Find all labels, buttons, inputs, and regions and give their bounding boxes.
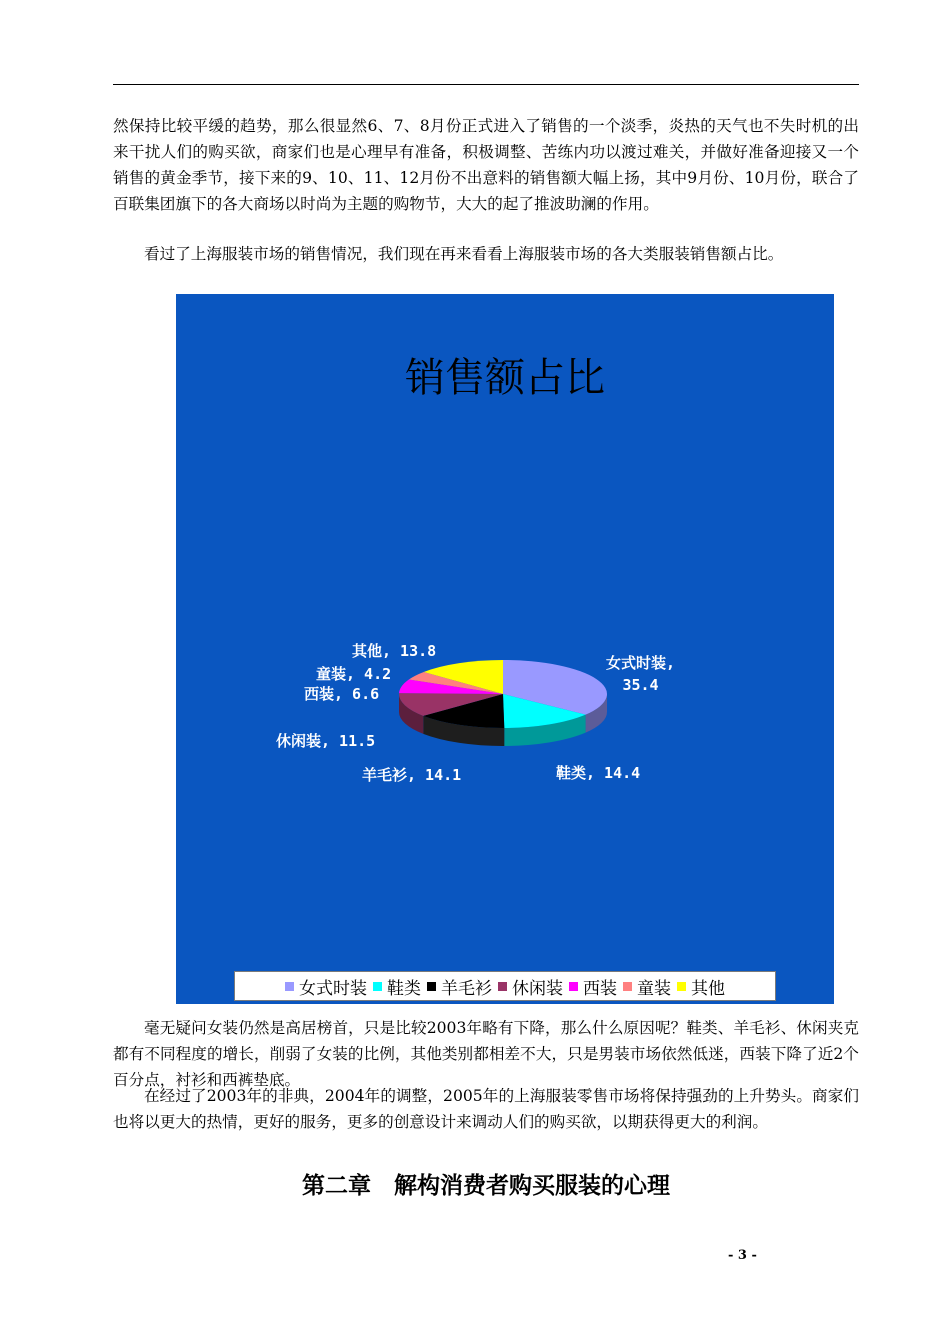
legend-swatch (285, 982, 294, 991)
legend-label: 其他 (691, 978, 725, 999)
legend-item-suits (569, 974, 617, 999)
pie-chart (176, 294, 834, 1004)
legend-swatch (498, 982, 507, 991)
paragraph-3: 毫无疑问女装仍然是高居榜首，只是比较2003年略有下降，那么什么原因呢？鞋类、羊毛衫、休闲夹克都有不同程度的增长，削弱了女装的比例，其他类别都相差不大，只是男装市场依然低迷，西装下降了近2个百分点，衬衫和西裤垫底。 (113, 1019, 859, 1089)
legend-label: 西装 (583, 978, 617, 999)
legend-label: 休闲装 (512, 978, 563, 999)
legend-item-kids (623, 974, 671, 999)
paragraph-4: 在经过了2003年的非典，2004年的调整，2005年的上海服装零售市场将保持强劲的上升势头。商家们也将以更大的热情，更好的服务，更多的创意设计来调动人们的购买欲，以期获得更大的利润。 (113, 1087, 859, 1131)
legend-item-sweaters (427, 974, 492, 999)
paragraph-2: 看过了上海服装市场的销售情况，我们现在再来看看上海服装市场的各大类服装销售额占比。 (144, 245, 784, 263)
data-label-womens-fashion-value: 35.4 (622, 676, 659, 694)
page-number: - 3 - (728, 1248, 757, 1263)
legend-swatch (373, 982, 382, 991)
legend-swatch (623, 982, 632, 991)
paragraph-1: 然保持比较平缓的趋势，那么很显然6、7、8月份正式进入了销售的一个淡季，炎热的天气也不失时机的出来干扰人们的购买欲，商家们也是心理早有准备，积极调整、苦练内功以渡过难关，并做好准备迎接又一个销售的黄金季节，接下来的9、10、11、12月份不出意料的销售额大幅上扬，其中9月份、10月份，联合了百联集团旗下的各大商场以时尚为主题的购物节，大大的起了推波助澜的作用。 (113, 117, 859, 213)
data-label-womens-fashion (606, 652, 675, 696)
legend-swatch (427, 982, 436, 991)
chart-legend (234, 971, 776, 1001)
legend-label: 女式时装 (299, 978, 367, 999)
chart-title: 销售额占比 (405, 355, 605, 401)
data-label-kids: 童装, 4.2 (316, 665, 392, 683)
data-label-sweaters: 羊毛衫, 14.1 (362, 766, 462, 784)
chapter-title: 第二章 解构消费者购买服装的心理 (302, 1173, 670, 1199)
data-label-other: 其他, 13.8 (352, 642, 437, 660)
header-rule (113, 84, 859, 85)
data-label-suits: 西装, 6.6 (304, 685, 380, 703)
data-label-casual: 休闲装, 11.5 (276, 732, 376, 750)
data-label-womens-fashion-name: 女式时装, (606, 654, 676, 672)
legend-item-casual (498, 974, 563, 999)
legend-item-shoes (373, 974, 421, 999)
data-label-shoes: 鞋类, 14.4 (556, 764, 641, 782)
legend-item-other (677, 974, 725, 999)
legend-label: 羊毛衫 (441, 978, 492, 999)
legend-label: 鞋类 (387, 978, 421, 999)
legend-item-womens-fashion (285, 974, 367, 999)
legend-swatch (569, 982, 578, 991)
legend-swatch (677, 982, 686, 991)
legend-label: 童装 (637, 978, 671, 999)
pie-plot (176, 294, 834, 954)
